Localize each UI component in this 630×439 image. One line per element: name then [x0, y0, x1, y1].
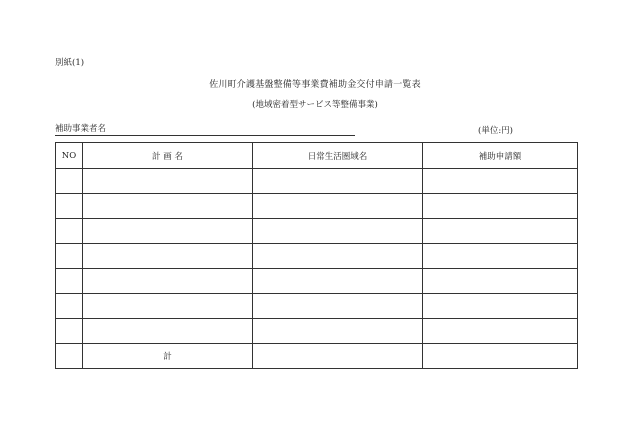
- row-amount-cell: [423, 269, 578, 294]
- table-row: [56, 169, 578, 194]
- application-table: [55, 142, 578, 369]
- table-row: [56, 294, 578, 319]
- row-plan-name-cell: [83, 269, 253, 294]
- row-no-cell: [56, 244, 83, 269]
- applicant-label: 補助事業者名: [55, 124, 107, 134]
- row-no-cell: [56, 169, 83, 194]
- row-plan-name-cell: [83, 244, 253, 269]
- applicant-name-field: [55, 124, 355, 136]
- row-area-name-cell: [253, 244, 423, 269]
- row-area-name-cell: [253, 194, 423, 219]
- row-no-cell: [56, 294, 83, 319]
- row-amount-cell: [423, 219, 578, 244]
- row-plan-name-cell: [83, 319, 253, 344]
- row-amount-cell: [423, 194, 578, 219]
- document-title: 佐川町介護基盤整備等事業費補助金交付申請一覧表: [209, 80, 421, 90]
- header-amount: 補助申請額: [423, 143, 578, 169]
- row-no-cell: [56, 194, 83, 219]
- total-no-cell: [56, 344, 83, 369]
- row-amount-cell: [423, 244, 578, 269]
- row-plan-name-cell: [83, 194, 253, 219]
- row-no-cell: [56, 269, 83, 294]
- row-no-cell: [56, 319, 83, 344]
- total-label: 計: [83, 344, 253, 369]
- row-area-name-cell: [253, 294, 423, 319]
- table-row: [56, 219, 578, 244]
- row-plan-name-cell: [83, 294, 253, 319]
- row-area-name-cell: [253, 169, 423, 194]
- table-body: [56, 169, 578, 369]
- row-plan-name-cell: [83, 219, 253, 244]
- total-area-cell: [253, 344, 423, 369]
- header-area-name: 日常生活圏域名: [253, 143, 423, 169]
- row-area-name-cell: [253, 319, 423, 344]
- row-area-name-cell: [253, 269, 423, 294]
- document-subtitle: (地域密着型サービス等整備事業): [252, 100, 378, 110]
- row-no-cell: [56, 219, 83, 244]
- table-row: [56, 244, 578, 269]
- table-row: [56, 319, 578, 344]
- table-header-row: [56, 143, 578, 169]
- table-row: [56, 194, 578, 219]
- row-amount-cell: [423, 169, 578, 194]
- unit-note: (単位:円): [478, 126, 513, 136]
- table-row: [56, 269, 578, 294]
- header-no: NO: [56, 143, 83, 169]
- row-plan-name-cell: [83, 169, 253, 194]
- row-amount-cell: [423, 319, 578, 344]
- row-area-name-cell: [253, 219, 423, 244]
- table-total-row: [56, 344, 578, 369]
- document-label: 別紙(1): [55, 58, 85, 68]
- header-plan-name: 計 画 名: [83, 143, 253, 169]
- total-amount-cell: [423, 344, 578, 369]
- row-amount-cell: [423, 294, 578, 319]
